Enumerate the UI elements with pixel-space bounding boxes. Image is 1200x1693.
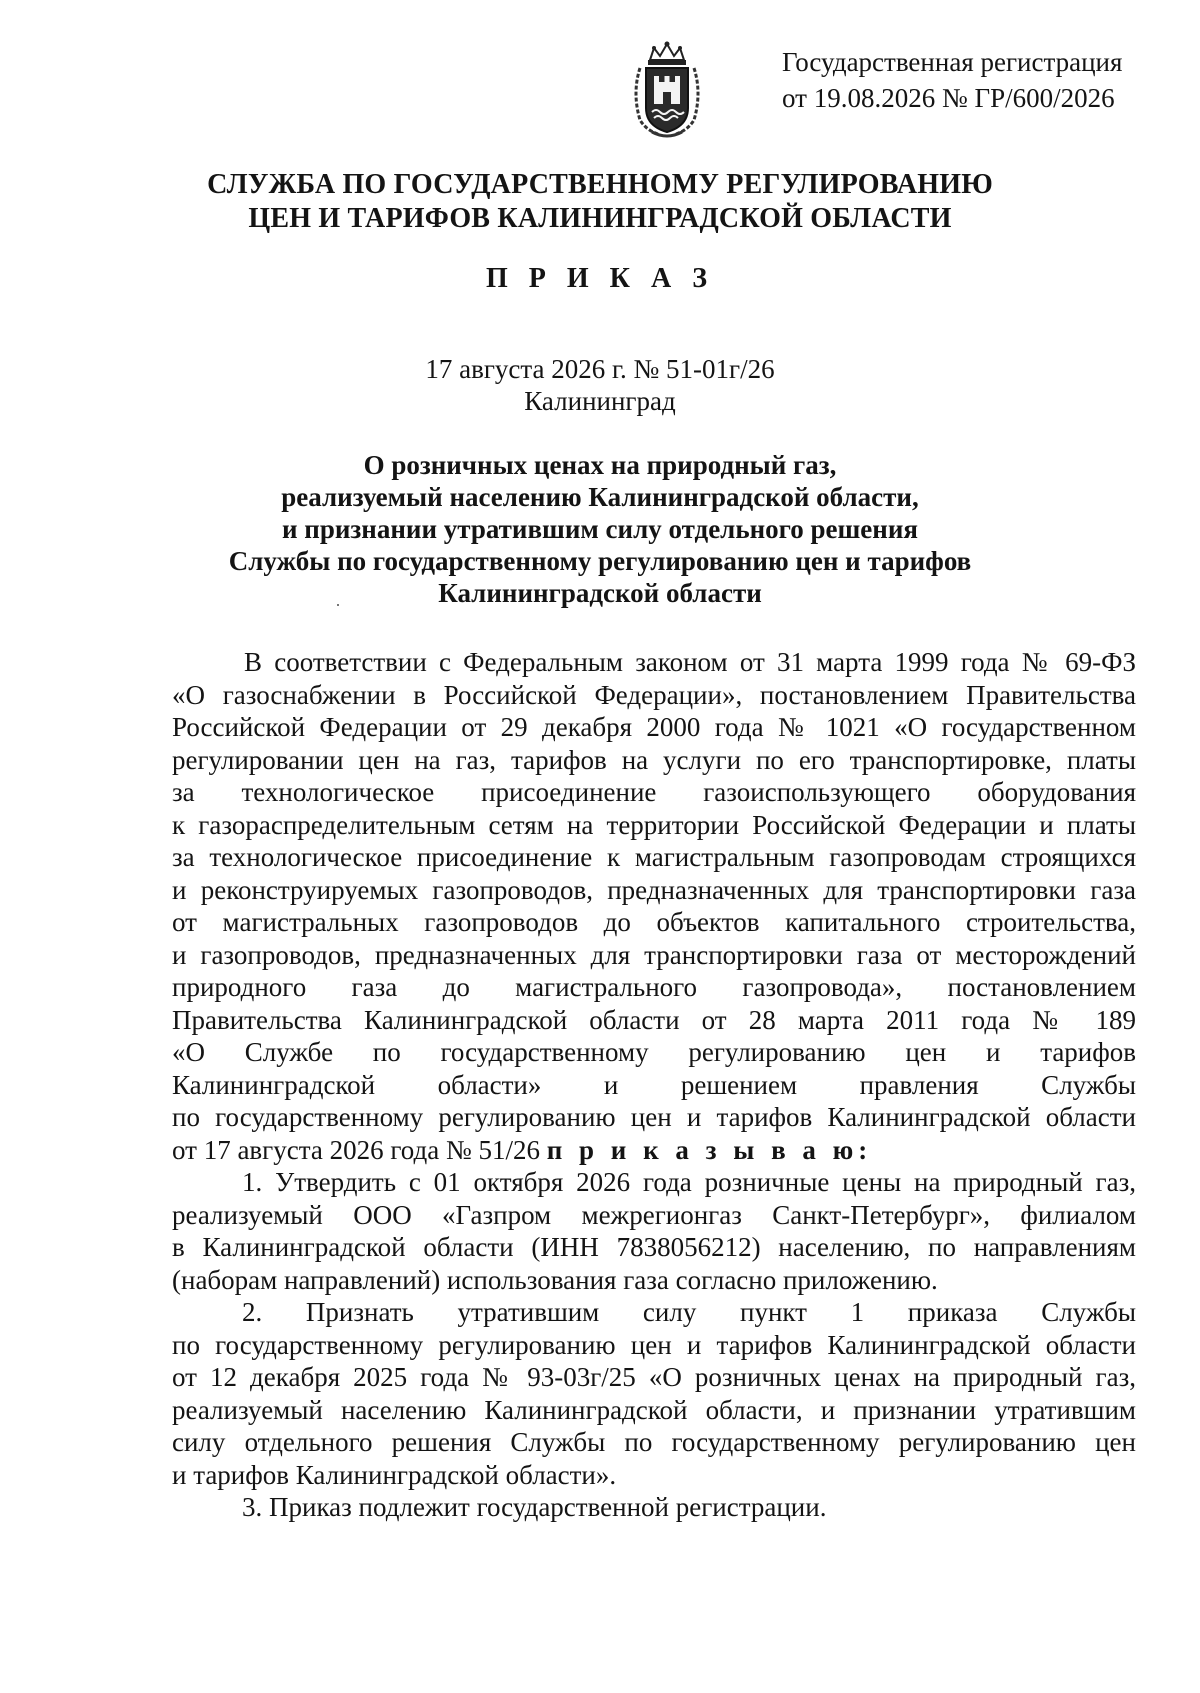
state-registration-stamp <box>782 44 1182 116</box>
order-city: Калининград <box>524 386 676 416</box>
item-line: 2. Признать утратившим силу пункт 1 приказа Службы <box>242 1297 1136 1327</box>
preamble-line: «О газоснабжении в Российской Федерации», постановлением Правительства <box>172 679 1136 710</box>
preamble-line: к газораспределительным сетям на территории Российской Федерации и платы <box>172 809 1136 840</box>
item-line: в Калининградской области (ИНН 7838056212) населению, по направлениям <box>172 1232 1136 1262</box>
preamble-line: Правительства Калининградской области от 28 марта 2011 года № 189 <box>172 1004 1136 1035</box>
preamble-line: В соответствии с Федеральным законом от 31 марта 1999 года № 69-ФЗ <box>244 647 1136 677</box>
order-title-line: реализуемый населению Калининградской области, <box>281 482 919 512</box>
item-line: реализуемый населению Калининградской области, и признании утратившим <box>172 1394 1136 1425</box>
orders-word: п р и к а з ы в а ю: <box>546 1134 873 1165</box>
preamble-line: природного газа до магистрального газопровода», постановлением <box>172 972 1136 1002</box>
preamble-final-text: от 17 августа 2026 года № 51/26 <box>172 1134 540 1165</box>
order-date-number: 17 августа 2026 г. № 51-01г/26 <box>425 354 775 384</box>
document-type: П Р И К А З <box>486 263 714 294</box>
scan-speck <box>337 604 339 606</box>
preamble-line: по государственному регулированию цен и тарифов Калининградской области <box>172 1102 1136 1132</box>
registration-line: Государственная регистрация <box>782 47 1123 77</box>
preamble-line: регулировании цен на газ, тарифов на услуги по его транспортировке, платы <box>172 744 1136 775</box>
preamble-final-line <box>172 1134 1136 1167</box>
item-line: и тарифов Калининградской области». <box>172 1459 617 1490</box>
item-line: 3. Приказ подлежит государственной регистрации. <box>242 1492 827 1522</box>
item-line: силу отдельного решения Службы по государственному регулированию цен <box>172 1427 1136 1457</box>
item-line: 1. Утвердить с 01 октября 2026 года розничные цены на природный газ, <box>242 1167 1136 1197</box>
order-body <box>172 646 1136 1524</box>
order-title-line: О розничных ценах на природный газ, <box>363 450 837 480</box>
item-line: (наборам направлений) использования газа согласно приложению. <box>172 1264 938 1295</box>
order-title-line: Службы по государственному регулированию цен и тарифов <box>228 546 972 576</box>
agency-name <box>0 168 1200 236</box>
item-line: от 12 декабря 2025 года № 93-03г/25 «О розничных ценах на природный газ, <box>172 1362 1136 1392</box>
agency-name-line: ЦЕН И ТАРИФОВ КАЛИНИНГРАДСКОЙ ОБЛАСТИ <box>248 203 952 234</box>
preamble-line: Российской Федерации от 29 декабря 2000 года № 1021 «О государственном <box>172 712 1136 742</box>
preamble-line: за технологическое присоединение газоиспользующего оборудования <box>172 777 1136 807</box>
preamble-line: за технологическое присоединение к магистральным газопроводам строящихся <box>172 842 1136 872</box>
registration-number: от 19.08.2026 № ГР/600/2026 <box>782 83 1115 113</box>
agency-name-line: СЛУЖБА ПО ГОСУДАРСТВЕННОМУ РЕГУЛИРОВАНИЮ <box>207 169 993 200</box>
preamble-line: Калининградской области» и решением правления Службы <box>172 1069 1136 1100</box>
item-line: по государственному регулированию цен и тарифов Калининградской области <box>172 1329 1136 1360</box>
coat-of-arms-emblem <box>628 38 706 140</box>
order-title-line: Калининградской области <box>438 578 762 608</box>
order-title <box>0 449 1200 609</box>
item-line: реализуемый ООО «Газпром межрегионгаз Санкт-Петербург», филиалом <box>172 1199 1136 1230</box>
order-title-line: и признании утратившим силу отдельного решения <box>281 514 919 544</box>
preamble-line: и газопроводов, предназначенных для транспортировки газа от месторождений <box>172 939 1136 970</box>
preamble-line: от магистральных газопроводов до объектов капитального строительства, <box>172 907 1136 937</box>
preamble-line: и реконструируемых газопроводов, предназначенных для транспортировки газа <box>172 874 1136 905</box>
preamble-line: «О Службе по государственному регулированию цен и тарифов <box>172 1037 1136 1067</box>
